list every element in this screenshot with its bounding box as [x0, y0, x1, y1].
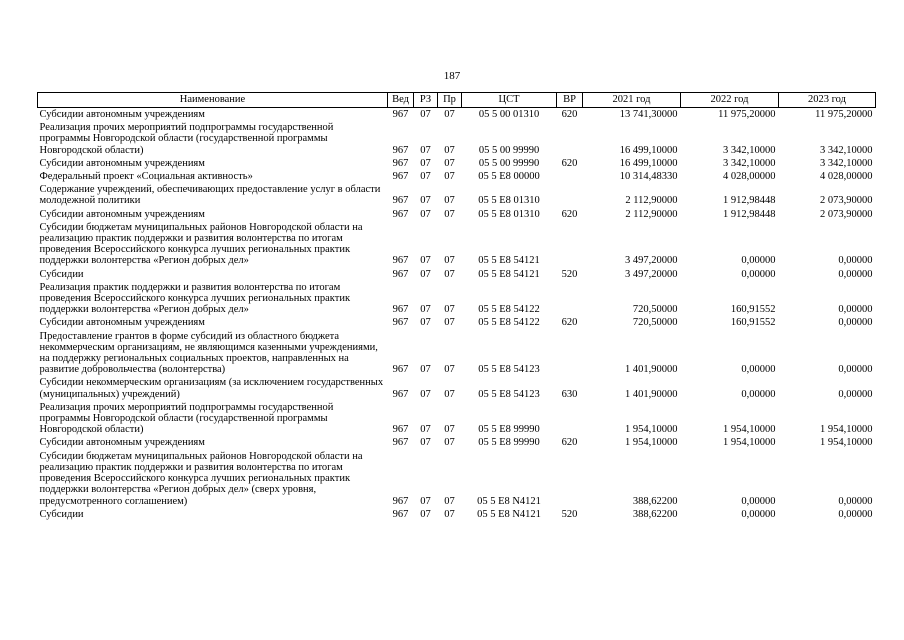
table-row [38, 450, 876, 508]
row-2023: 1 954,10000 [820, 424, 873, 436]
row-2023: 0,00000 [838, 388, 873, 400]
row-2021: 388,62200 [632, 495, 678, 507]
row-cst: 05 5 E8 54123 [478, 364, 540, 376]
row-2021: 10 314,48330 [619, 171, 678, 183]
row-2021: 3 497,20000 [625, 268, 678, 280]
row-ved: 967 [392, 109, 409, 120]
row-2022: 0,00000 [741, 508, 776, 520]
row-ved: 967 [392, 424, 409, 436]
table-row [38, 330, 876, 377]
row-ved: 967 [392, 157, 409, 169]
row-2022: 4 028,00000 [723, 171, 776, 183]
row-ved: 967 [392, 304, 409, 316]
row-rz: 07 [420, 268, 431, 280]
row-name: Субсидии автономным учреждениям [39, 109, 205, 120]
row-2022: 1 954,10000 [723, 424, 776, 436]
row-name: Субсидии бюджетам муниципальных районов Новгородской области на реализацию практик поддержки и развития волонтерства по итогам проведения Всероссийского конкурса лучших региональных практик поддержки волонтерства «Регион добрых дел» [39, 221, 363, 267]
row-vr: 620 [561, 437, 578, 449]
row-vr [557, 183, 583, 207]
row-rz: 07 [420, 304, 431, 316]
row-name: Субсидии автономным учреждениям [39, 157, 205, 169]
row-2023: 0,00000 [838, 495, 873, 507]
row-2022: 0,00000 [741, 364, 776, 376]
row-ved: 967 [392, 268, 409, 280]
row-2022: 1 954,10000 [723, 437, 776, 449]
row-2021: 388,62200 [632, 508, 678, 520]
row-2022: 3 342,10000 [723, 144, 776, 156]
row-2022: 11 975,20000 [718, 109, 776, 120]
row-vr [557, 330, 583, 377]
row-2021: 720,50000 [632, 304, 678, 316]
row-ved: 967 [392, 495, 409, 507]
row-rz: 07 [420, 208, 431, 220]
table-row [38, 157, 876, 170]
row-pr: 07 [444, 157, 455, 169]
row-pr: 07 [444, 195, 455, 207]
row-2021: 1 954,10000 [625, 437, 678, 449]
row-ved: 967 [392, 255, 409, 267]
row-ved: 967 [392, 437, 409, 449]
row-cst: 05 5 E8 00000 [478, 171, 540, 183]
row-pr: 07 [444, 268, 455, 280]
table-row [38, 121, 876, 157]
header-name: Наименование [38, 93, 388, 108]
row-2021: 3 497,20000 [625, 255, 678, 267]
table-row [38, 401, 876, 437]
row-vr: 620 [561, 109, 578, 120]
row-2022: 0,00000 [741, 255, 776, 267]
row-cst: 05 5 E8 99990 [478, 424, 540, 436]
table-header-row [38, 93, 876, 108]
header-2021: 2021 год [583, 93, 681, 108]
row-vr [557, 170, 583, 183]
row-ved: 967 [392, 195, 409, 207]
row-pr: 07 [444, 317, 455, 329]
row-cst: 05 5 E8 54121 [478, 255, 540, 267]
row-cst: 05 5 E8 54123 [478, 388, 540, 400]
row-vr: 520 [561, 268, 578, 280]
row-2021: 2 112,90000 [625, 195, 678, 207]
row-2022: 0,00000 [741, 388, 776, 400]
row-cst: 05 5 00 01310 [478, 109, 540, 120]
row-2023: 2 073,90000 [820, 195, 873, 207]
row-2022: 3 342,10000 [723, 157, 776, 169]
row-rz: 07 [420, 195, 431, 207]
table-row [38, 436, 876, 449]
row-vr: 520 [561, 508, 578, 520]
row-rz: 07 [420, 437, 431, 449]
row-2023: 0,00000 [838, 255, 873, 267]
header-pr: Пр [438, 93, 462, 108]
row-pr: 07 [444, 304, 455, 316]
row-2023: 3 342,10000 [820, 144, 873, 156]
row-pr: 07 [444, 495, 455, 507]
row-pr: 07 [444, 388, 455, 400]
row-vr [557, 121, 583, 157]
row-ved: 967 [392, 364, 409, 376]
page-number: 187 [443, 70, 461, 82]
row-name: Реализация прочих мероприятий подпрограммы государственной программы Новгородской области (государственной программы Новгородской области) [39, 122, 334, 156]
row-2023: 0,00000 [838, 304, 873, 316]
row-rz: 07 [420, 109, 431, 120]
row-2023: 3 342,10000 [820, 157, 873, 169]
row-2022: 1 912,98448 [723, 208, 776, 220]
row-2023: 0,00000 [838, 508, 873, 520]
row-name: Субсидии бюджетам муниципальных районов Новгородской области на реализацию практик поддержки и развития волонтерства по итогам проведения Всероссийского конкурса лучших региональных практик поддержки волонтерства «Регион добрых дел» (сверх уровня, предусмотренного соглашением) [39, 450, 363, 507]
row-2021: 1 401,90000 [625, 364, 678, 376]
row-2021: 720,50000 [632, 317, 678, 329]
row-vr: 620 [561, 317, 578, 329]
row-rz: 07 [420, 424, 431, 436]
row-2021: 1 401,90000 [625, 388, 678, 400]
row-vr [557, 401, 583, 437]
row-cst: 05 5 E8 54122 [478, 304, 540, 316]
row-rz: 07 [420, 144, 431, 156]
row-2023: 0,00000 [838, 364, 873, 376]
row-rz: 07 [420, 508, 431, 520]
row-2023: 2 073,90000 [820, 208, 873, 220]
row-cst: 05 5 00 99990 [478, 157, 540, 169]
row-cst: 05 5 E8 54122 [478, 317, 540, 329]
row-pr: 07 [444, 171, 455, 183]
row-name: Содержание учреждений, обеспечивающих предоставление услуг в области молодежной политики [39, 184, 381, 207]
row-cst: 05 5 E8 N4121 [477, 495, 541, 507]
row-vr: 620 [561, 157, 578, 169]
budget-table [37, 92, 876, 521]
row-pr: 07 [444, 364, 455, 376]
row-rz: 07 [420, 388, 431, 400]
row-pr: 07 [444, 109, 455, 120]
row-pr: 07 [444, 508, 455, 520]
row-ved: 967 [392, 144, 409, 156]
row-pr: 07 [444, 208, 455, 220]
row-2023: 0,00000 [838, 268, 873, 280]
row-2021: 16 499,10000 [619, 157, 678, 169]
row-2022: 160,91552 [730, 304, 776, 316]
row-ved: 967 [392, 317, 409, 329]
row-name: Субсидии автономным учреждениям [39, 437, 205, 449]
header-ved: Вед [388, 93, 414, 108]
row-cst: 05 5 E8 N4121 [477, 508, 541, 520]
row-vr [557, 450, 583, 508]
row-pr: 07 [444, 437, 455, 449]
table-row [38, 376, 876, 400]
row-name: Субсидии [39, 508, 84, 520]
table-row [38, 108, 876, 122]
table-row [38, 221, 876, 268]
table-row [38, 268, 876, 281]
row-vr [557, 221, 583, 268]
row-cst: 05 5 E8 99990 [478, 437, 540, 449]
row-cst: 05 5 00 99990 [478, 144, 540, 156]
row-ved: 967 [392, 171, 409, 183]
row-name: Субсидии автономным учреждениям [39, 208, 205, 220]
header-2023: 2023 год [779, 93, 876, 108]
row-2021: 16 499,10000 [619, 144, 678, 156]
row-name: Реализация прочих мероприятий подпрограммы государственной программы Новгородской области (государственной программы Новгородской области) [39, 401, 334, 436]
row-rz: 07 [420, 255, 431, 267]
row-2022: 0,00000 [741, 495, 776, 507]
table-row [38, 183, 876, 207]
row-2021: 13 741,30000 [619, 109, 678, 120]
row-rz: 07 [420, 157, 431, 169]
row-2023: 1 954,10000 [820, 437, 873, 449]
row-2022: 1 912,98448 [723, 195, 776, 207]
table-row [38, 170, 876, 183]
row-name: Реализация практик поддержки и развития волонтерства по итогам проведения Всероссийского конкурса лучших региональных практик поддержки волонтерства «Регион добрых дел» [39, 281, 351, 316]
row-pr: 07 [444, 144, 455, 156]
row-rz: 07 [420, 171, 431, 183]
row-2023: 0,00000 [838, 317, 873, 329]
table-row [38, 316, 876, 329]
row-name: Субсидии [39, 268, 84, 280]
row-rz: 07 [420, 364, 431, 376]
row-vr: 620 [561, 208, 578, 220]
header-cst: ЦСТ [462, 93, 557, 108]
row-2022: 160,91552 [730, 317, 776, 329]
row-2023: 11 975,20000 [815, 109, 873, 120]
row-name: Субсидии некоммерческим организациям (за исключением государственных (муниципальных) учреждений) [39, 377, 384, 400]
row-name: Субсидии автономным учреждениям [39, 317, 205, 329]
row-ved: 967 [392, 208, 409, 220]
row-cst: 05 5 E8 01310 [478, 195, 540, 207]
table-row [38, 508, 876, 521]
row-vr [557, 281, 583, 317]
row-2021: 2 112,90000 [625, 208, 678, 220]
header-vr: ВР [557, 93, 583, 108]
table-row [38, 208, 876, 221]
row-pr: 07 [444, 255, 455, 267]
row-ved: 967 [392, 388, 409, 400]
table-row [38, 281, 876, 317]
row-2022: 0,00000 [741, 268, 776, 280]
row-name: Федеральный проект «Социальная активность» [39, 171, 253, 183]
row-cst: 05 5 E8 54121 [478, 268, 540, 280]
row-2023: 4 028,00000 [820, 171, 873, 183]
row-rz: 07 [420, 495, 431, 507]
row-rz: 07 [420, 317, 431, 329]
row-cst: 05 5 E8 01310 [478, 208, 540, 220]
row-name: Предоставление грантов в форме субсидий из областного бюджета некоммерческим организациям, не являющимся казенными учреждениями, на поддержку региональных социальных проектов, направленных на развитие добровольчества (волонтерства) [39, 330, 378, 376]
row-pr: 07 [444, 424, 455, 436]
row-2021: 1 954,10000 [625, 424, 678, 436]
row-vr: 630 [561, 388, 578, 400]
header-2022: 2022 год [681, 93, 779, 108]
header-rz: РЗ [414, 93, 438, 108]
row-ved: 967 [392, 508, 409, 520]
